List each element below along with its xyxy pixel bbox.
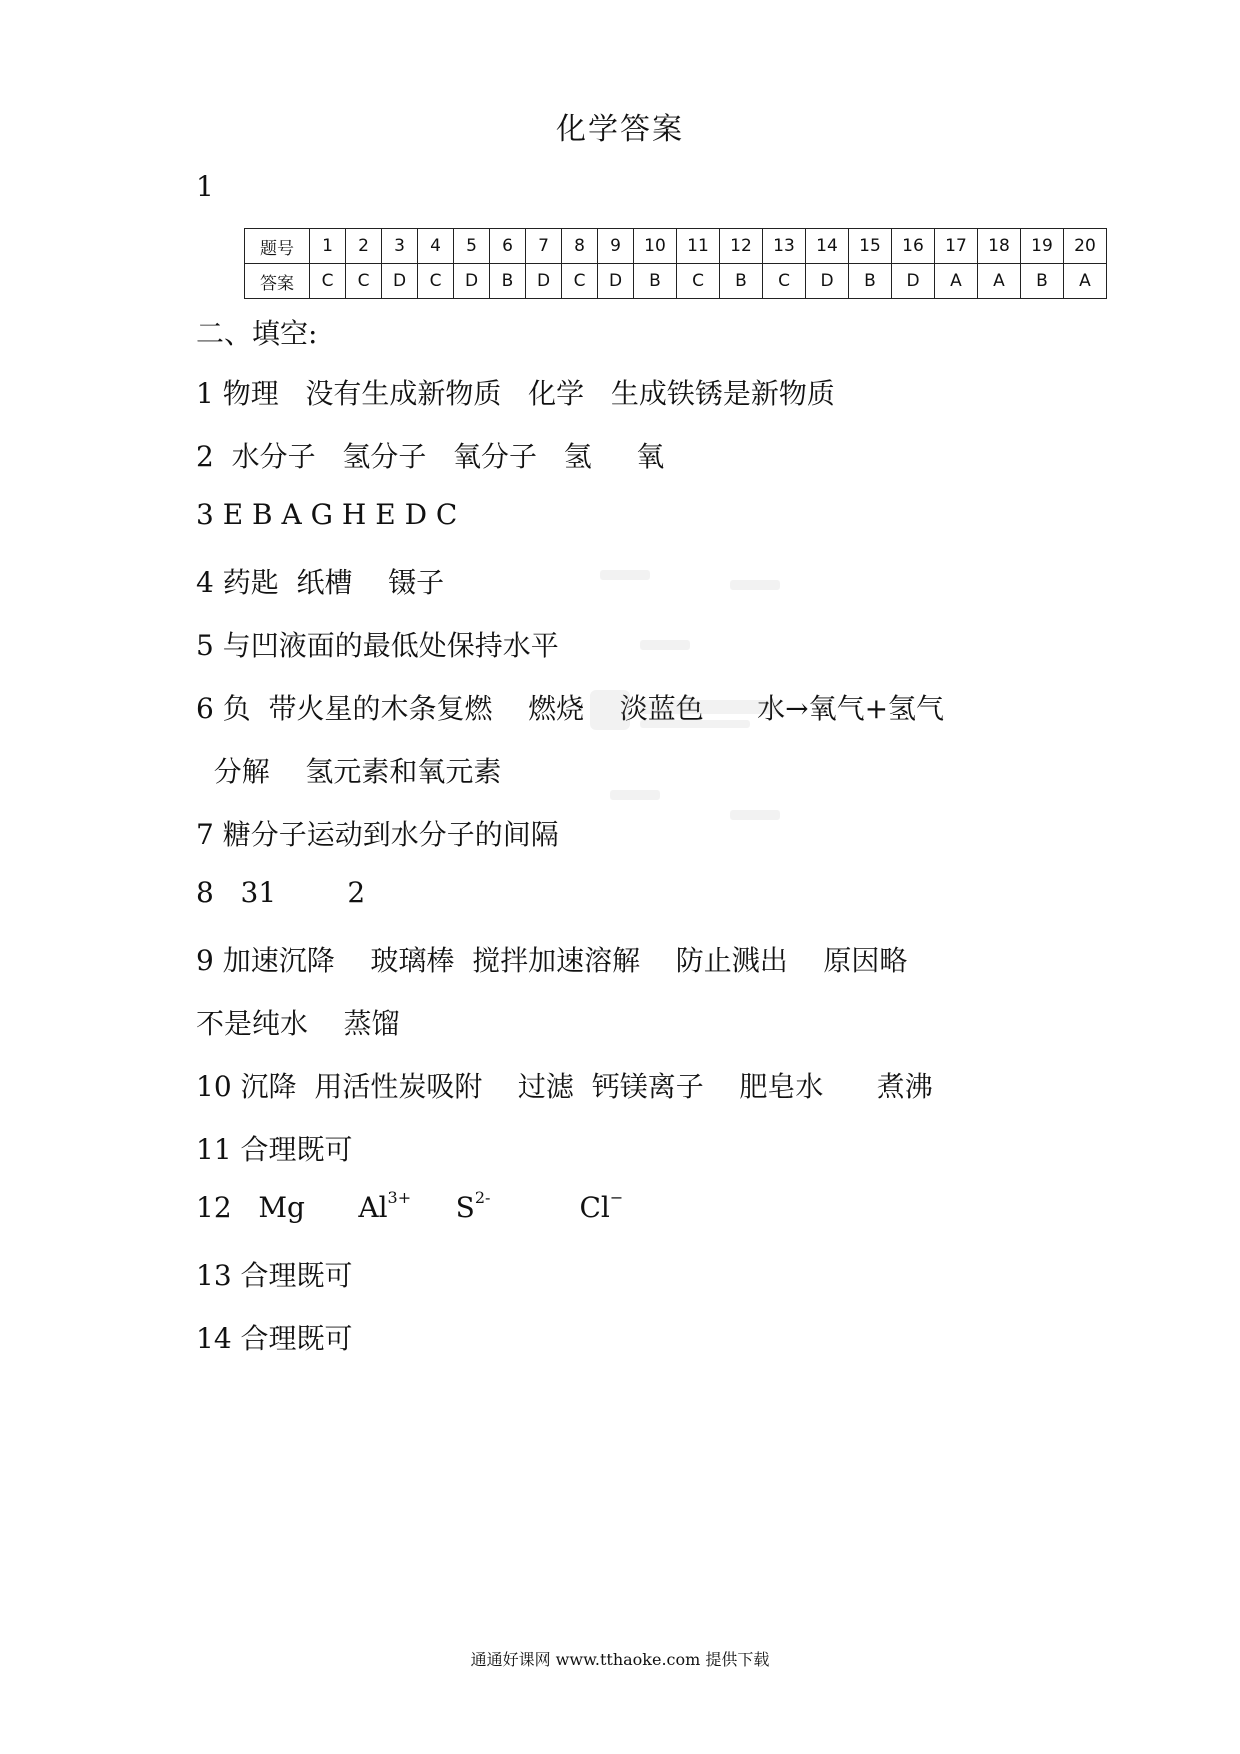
answer-line-9: 9 加速沉降 玻璃棒 搅拌加速溶解 防止溅出 原因略 [196, 944, 908, 977]
line-number: 12 [196, 1191, 232, 1224]
table-cell: A [978, 264, 1021, 299]
page-title: 化学答案 [556, 112, 684, 147]
table-cell: B [634, 264, 677, 299]
table-cell: 2 [346, 229, 382, 264]
table-cell: 14 [806, 229, 849, 264]
table-cell: 17 [935, 229, 978, 264]
sulfide-ion: $S^{2-}$ [455, 1187, 491, 1224]
table-cell: 7 [526, 229, 562, 264]
question-number-row [245, 229, 1107, 264]
table-cell: 16 [892, 229, 935, 264]
table-cell: B [720, 264, 763, 299]
table-cell: D [454, 264, 490, 299]
row-label-question: 题号 [245, 229, 310, 264]
table-cell: C [418, 264, 454, 299]
answer-line-12 [196, 1187, 624, 1224]
answer-row [245, 264, 1107, 299]
answer-line-2: 2 水分子 氢分子 氧分子 氢 氧 [196, 440, 665, 473]
answer-line-1: 1 物理 没有生成新物质 化学 生成铁锈是新物质 [196, 377, 835, 410]
answer-line-7: 7 糖分子运动到水分子的间隔 [196, 818, 559, 851]
page-footer: 通通好课网 www.tthaoke.com 提供下载 [470, 1650, 770, 1669]
table-cell: C [310, 264, 346, 299]
table-cell: D [892, 264, 935, 299]
answer-line-11: 11 合理既可 [196, 1133, 353, 1166]
table-cell: B [1021, 264, 1064, 299]
answer-table [244, 228, 1107, 299]
table-cell: B [849, 264, 892, 299]
answer-line-13: 13 合理既可 [196, 1259, 353, 1292]
chloride-ion: Cl− [579, 1187, 624, 1224]
table-cell: D [382, 264, 418, 299]
table-cell: C [763, 264, 806, 299]
table-cell: 10 [634, 229, 677, 264]
table-cell: 6 [490, 229, 526, 264]
answer-line-3: 3 E B A G H E D C [196, 498, 458, 531]
table-cell: 3 [382, 229, 418, 264]
table-cell: B [490, 264, 526, 299]
table-cell: 9 [598, 229, 634, 264]
table-cell: 4 [418, 229, 454, 264]
table-cell: D [526, 264, 562, 299]
table-cell: 1 [310, 229, 346, 264]
answer-line-6-cont: 分解 氢元素和氧元素 [196, 755, 502, 788]
table-cell: A [935, 264, 978, 299]
table-cell: 11 [677, 229, 720, 264]
table-cell: D [806, 264, 849, 299]
table-cell: C [346, 264, 382, 299]
table-cell: 5 [454, 229, 490, 264]
answer-line-10: 10 沉降 用活性炭吸附 过滤 钙镁离子 肥皂水 煮沸 [196, 1070, 933, 1103]
section-heading-fill-blank: 二、填空: [196, 317, 318, 350]
answer-line-9-cont: 不是纯水 蒸馏 [196, 1007, 400, 1040]
table-cell: C [677, 264, 720, 299]
table-cell: 20 [1064, 229, 1107, 264]
section-number: 1 [196, 170, 214, 203]
table-cell: 15 [849, 229, 892, 264]
answer-line-5: 5 与凹液面的最低处保持水平 [196, 629, 559, 662]
table-cell: A [1064, 264, 1107, 299]
table-cell: 8 [562, 229, 598, 264]
answer-line-6: 6 负 带火星的木条复燃 燃烧 淡蓝色 水→氧气+氢气 [196, 692, 945, 725]
table-cell: 13 [763, 229, 806, 264]
table-cell: 19 [1021, 229, 1064, 264]
table-cell: C [562, 264, 598, 299]
magnesium-symbol: Mg [258, 1191, 305, 1224]
aluminum-ion: $Al^{3+}$ [358, 1187, 412, 1224]
answer-line-4: 4 药匙 纸槽 镊子 [196, 566, 445, 599]
table-cell: D [598, 264, 634, 299]
row-label-answer: 答案 [245, 264, 310, 299]
table-cell: 12 [720, 229, 763, 264]
table-cell: 18 [978, 229, 1021, 264]
answer-line-8: 8 31 2 [196, 876, 366, 909]
answer-line-14: 14 合理既可 [196, 1322, 353, 1355]
